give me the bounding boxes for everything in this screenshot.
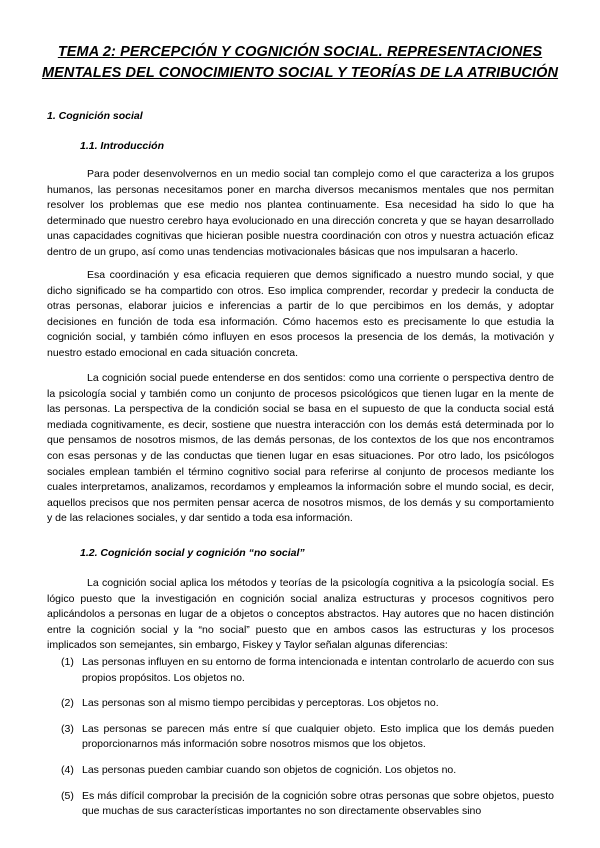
list-item-text: Las personas pueden cambiar cuando son objetos de cognición. Los objetos no. xyxy=(82,763,457,776)
paragraph-intro-1: Para poder desenvolvernos en un medio social tan complejo como el que caracteriza a los grupos humanos, las personas necesitamos poner en marcha diversos mecanismos mentales que nos permitan resolver los problemas que ese medio nos plantea continuamente. Esa necesidad ha sido lo que ha determinado que nuestro cerebro haya evolucionado en una dirección concreta y que se hayan desarrollado unas capacidades cognitivas que hicieran posible nuestra coordinación con otros y nuestra actuación eficaz dentro de un grupo, así como unas tendencias motivacionales básicas que nos impulsaran a hacerlo. xyxy=(47,168,554,258)
paragraph-intro-2: Esa coordinación y esa eficacia requieren que demos significado a nuestro mundo social, y que dicho significado se ha compartido con otros. Eso implica comprender, recordar y predecir la conducta de otras personas, elaborar juicios e inferencias a partir de lo que percibimos en los demás, y adoptar decisiones en función de toda esa información. Cómo hacemos esto es precisamente lo que estudia la cognición social, y también cómo influyen en esos procesos la presencia de los demás, la motivación y nuestro estado emocional en cada situación concreta. xyxy=(47,269,554,359)
section-heading-cognicion-social: 1. Cognición social xyxy=(47,110,143,122)
list-item-text: Es más difícil comprobar la precisión de la cognición sobre otras personas que sobre objetos, puesto que muchas de sus características importantes no son directamente observables sino xyxy=(82,789,554,818)
subsection-heading-text: 1.2. Cognición social y cognición xyxy=(80,547,249,559)
list-item xyxy=(47,696,554,712)
document-title: TEMA 2: PERCEPCIÓN Y COGNICIÓN SOCIAL. REPRESENTACIONES MENTALES DEL CONOCIMIENTO SOCIAL Y TEORÍAS DE LA ATRIBUCIÓN xyxy=(41,44,559,81)
list-item xyxy=(47,722,554,753)
list-item-text: Las personas son al mismo tiempo percibidas y perceptoras. Los objetos no. xyxy=(82,697,439,710)
list-item-number: (1) xyxy=(61,656,74,668)
list-item xyxy=(47,789,554,820)
differences-list xyxy=(47,655,554,830)
list-item-text: Las personas influyen en su entorno de forma intencionada e intentan controlarlo de acuerdo con sus propios propósitos. Los objetos no. xyxy=(82,656,554,684)
list-item xyxy=(47,763,554,779)
list-item-text: Las personas se parecen más entre sí que cualquier objeto. Esto implica que los demás pueden proporcionarnos más información sobre nosotros mismos que los objetos. xyxy=(82,722,554,751)
paragraph-cognicion-no-social: La cognición social aplica los métodos y teorías de la psicología cognitiva a la psicología social. Es lógico puesto que la investigación en cognición social analiza estructuras y procesos cognitivos pero aplicándolos a personas en lugar de a objetos o conceptos abstractos. Hay autores que no hacen distinción entre la cognición social y la “no social” puesto que en ambos casos las estructuras y los procesos implicados son semejantes, sin embargo, Fiskey y Taylor señalan algunas diferencias: xyxy=(47,577,554,652)
list-item xyxy=(47,655,554,686)
list-item-number: (3) xyxy=(61,722,74,735)
paragraph-intro-3: La cognición social puede entenderse en dos sentidos: como una corriente o perspectiva dentro de la psicología social y también como un conjunto de procesos psicológicos que tienen lugar en la mente de las personas. La perspectiva de la condición social se basa en el supuesto de que la conducta social está mediada cognitivamente, es decir, sostiene que nuestra interacción con los demás está determinada por lo que pensamos de nosotros mismos, de las demás personas, de los contextos de los que nos encontramos con esas personas y de las conductas que tienen lugar en esas situaciones. Por otro lado, los psicólogos sociales emplean también el término cognitivo social para referirse al conjunto de procesos mediante los cuales interpretamos, analizamos, recordamos y empleamos la información sobre el mundo social, es decir, aquellos precisos que nos permiten pensar acerca de nosotros mismos, de los demás y su comportamiento y de las relaciones sociales, y dar sentido a toda esa información. xyxy=(47,372,554,525)
list-item-number: (5) xyxy=(61,789,74,802)
subsection-heading-cognicion-no-social xyxy=(80,547,305,559)
list-item-number: (2) xyxy=(61,697,74,710)
subsection-heading-introduccion: 1.1. Introducción xyxy=(80,140,165,152)
subsection-heading-quote: “no social” xyxy=(248,547,305,559)
list-item-number: (4) xyxy=(61,763,74,776)
